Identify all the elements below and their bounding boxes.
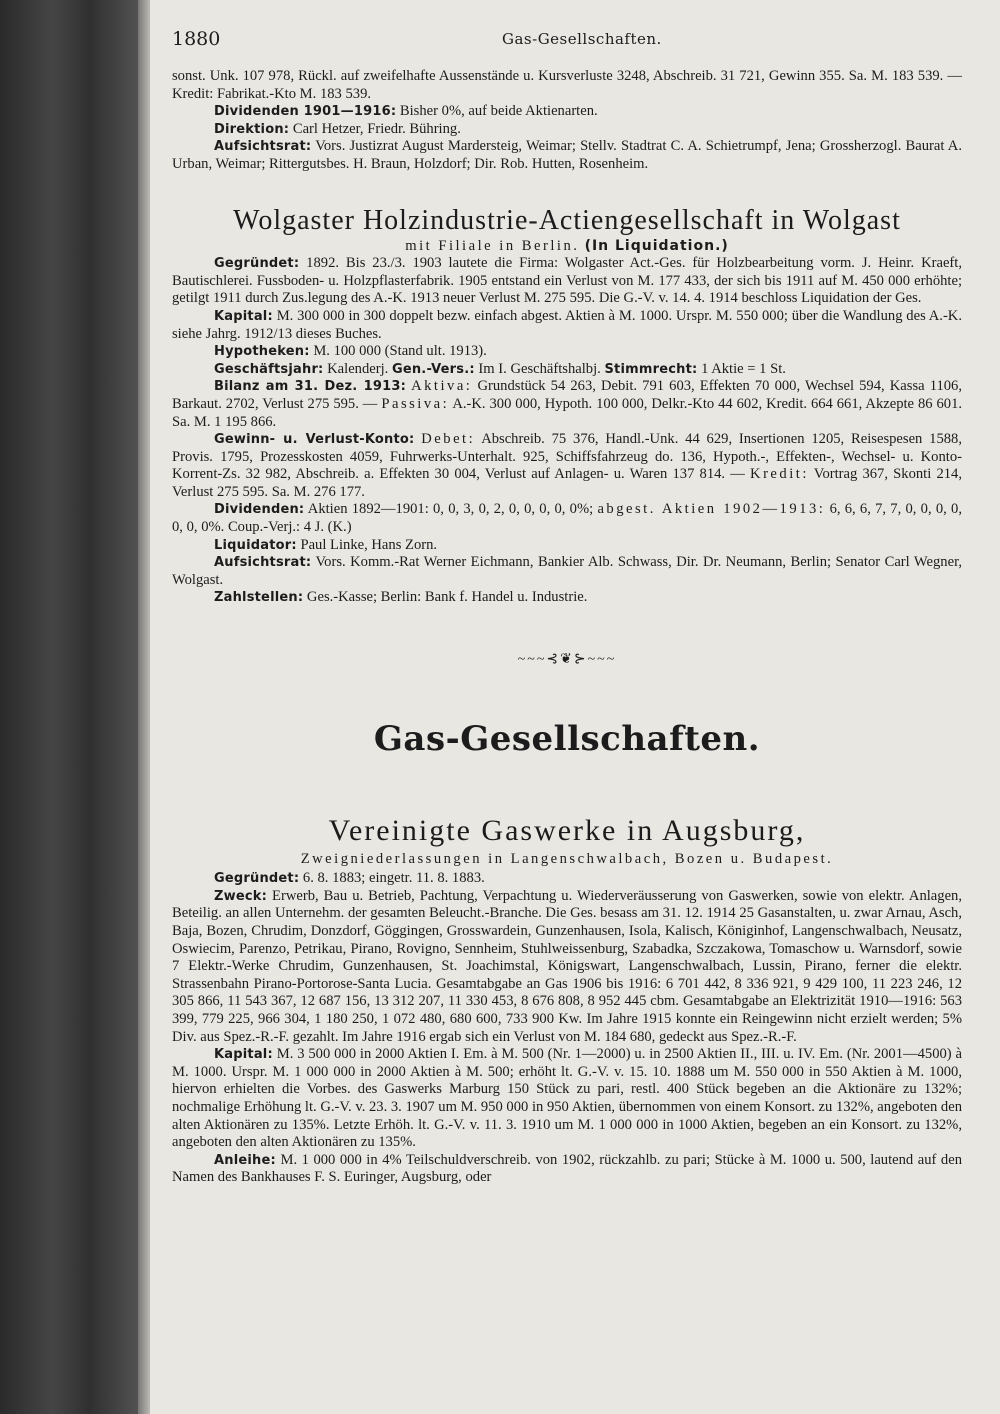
wolgast-zahlstellen-label: Zahlstellen: <box>214 590 304 606</box>
wolgast-gegruendet-label: Gegründet: <box>214 256 300 272</box>
augsburg-kapital-paragraph <box>172 1046 962 1152</box>
augsburg-zweck-text: Erwerb, Bau u. Betrieb, Pachtung, Verpachtung u. Wiederveräusserung von Gaswerken, sowie von elektr. Anlagen, Beteilig. an allen Unternehm. der gesamten Beleucht.-Branche. Die Ges. besass am 31. 12. 1914 25 Gasanstalten, u. zwar Arnau, Asch, Baja, Bozen, Chrudim, Donzdorf, Göggingen, Grosswardein, Gunzenhausen, Isola, Kalisch, Königinhof, Langenschwalbach, Neusatz, Oswiecim, Parenzo, Petrikau, Pirano, Rovigno, Sennheim, Stuhlweissenburg, Szabadka, Szczakowa, Tomaschow u. Warnsdorf, sowie 7 Elektr.-Werke Chrudim, Gunzenhausen, St. Joachimstal, Königswart, Langenschwalbach, Lussin, Pirano, ferner die elektr. Strassenbahn Pirano-Portorose-Santa Lucia. Gesamtabgabe an Gas 1906 bis 1916: 6 701 442, 8 336 921, 9 429 100, 11 223 246, 12 305 866, 11 543 367, 12 687 156, 13 312 207, 11 330 453, 8 676 808, 8 952 445 cbm. Gesamtabgabe an Elektrizität 1910—1916: 563 399, 779 225, 966 304, 1 180 250, 1 072 480, 680 600, 733 900 Kw. Im Jahre 1915 konnte ein Reingewinn nicht erzielt werden; 5% Div. aus Spez.-R.-F. gezahlt. Im Jahre 1916 ergab sich ein Verlust von M. 184 680, gedeckt aus Spez.-R.-F. <box>172 887 962 1045</box>
wolgast-geschaeftsjahr-text: Kalenderj. <box>327 360 389 377</box>
prev-entry-continuation <box>172 68 962 103</box>
augsburg-gegruendet-text: 6. 8. 1883; eingetr. 11. 8. 1883. <box>302 870 485 887</box>
wolgast-liquidator-text: Paul Linke, Hans Zorn. <box>300 536 438 553</box>
augsburg-zweck-label: Zweck: <box>214 888 268 904</box>
passiva-label: Passiva: <box>381 395 450 412</box>
wolgast-gegruendet-text: 1892. Bis 23./3. 1903 lautete die Firma: Wolgaster Act.-Ges. für Holzbearbeitung vorm. J. Heinr. Kraeft, Bautischlerei. Fussboden- u. Holzpflasterfabrik. 1905 entstand ein Verlust von M. 177 433, der sich bis 1911 auf M. 450 000 erhöhte; getilgt 1911 durch Zus.legung des A.-K. 1913 neuer Verlust M. 275 595. Die G.-V. v. 14. 4. 1914 beschloss Liquidation der Ges. <box>172 255 962 307</box>
aktiva-label: Aktiva: <box>411 378 473 395</box>
wolgast-bilanz-aktiva-text: Grundstück 54 263, Debit. 791 603, Effekten 70 000, Wechsel 594, Kassa 1106, Barkaut. 2702, Verlust 275 595. — <box>172 378 962 412</box>
document-page <box>150 0 1000 1414</box>
wolgast-guv-paragraph <box>172 431 962 501</box>
wolgast-stimmrecht-label: Stimmrecht: <box>604 361 698 377</box>
kredit-label: Kredit: <box>750 466 809 483</box>
page-number: 1880 <box>172 28 221 50</box>
wolgast-dividenden-paragraph <box>172 501 962 536</box>
wolgast-geschaeftsjahr-paragraph <box>172 361 962 379</box>
wolgast-bilanz-label: Bilanz am 31. Dez. 1913: <box>214 379 406 395</box>
prev-direktion-label: Direktion: <box>214 121 290 137</box>
wolgast-guv-debet-text: Abschreib. 75 376, Handl.-Unk. 44 629, Insertionen 1205, Reisespesen 1588, Provis. 1795, Prozesskosten 4059, Fuhrwerks-Unterhalt. 925, Schiffsfahrzeug do. 136, Hypoth.-, Effekten-, Wechsel- u. Konto-Korrent-Zs. 32 982, Abschreib. a. Effekten 30 004, Verlust auf Anlagen- u. Waren 137 814. — <box>172 431 962 483</box>
wolgast-kapital-paragraph <box>172 308 962 343</box>
wolgast-liquidator-paragraph <box>172 537 962 555</box>
wolgast-dividenden-label: Dividenden: <box>214 502 305 518</box>
wolgast-guv-kredit-text: Vortrag 367, Skonti 214, Verlust 275 595. Sa. M. 276 177. <box>172 466 962 500</box>
wolgast-geschaeftsjahr-label: Geschäftsjahr: <box>214 361 324 377</box>
augsburg-subtitle: Zweigniederlassungen in Langenschwalbach, Bozen u. Budapest. <box>300 850 834 867</box>
company-title-wolgast: Wolgaster Holzindustrie-Actiengesellschaft in Wolgast <box>233 204 901 236</box>
abgest-aktien-label: abgest. Aktien 1902—1913: <box>597 501 826 518</box>
ornament-divider: ~~~⊰❦⊱~~~ <box>517 652 617 668</box>
prev-direktion-text: Carl Hetzer, Friedr. Bühring. <box>292 120 461 137</box>
augsburg-anleihe-paragraph <box>172 1152 962 1187</box>
augsburg-gegruendet-paragraph <box>172 870 962 888</box>
wolgast-aufsichtsrat-label: Aufsichtsrat: <box>214 555 312 571</box>
wolgast-subtitle: mit Filiale in Berlin. <box>405 237 580 254</box>
company-subline-wolgast <box>172 238 962 256</box>
augsburg-kapital-text: M. 3 500 000 in 2000 Aktien I. Em. à M. 500 (Nr. 1—2000) u. in 2500 Aktien II., III. u. IV. Em. (Nr. 2001—4500) à M. 1000. Urspr. M. 1 000 000 in 2000 Aktien à M. 500; erhöht lt. G.-V. v. 15. 10. 1888 um M. 550 000 in 550 Aktien à M. 1000, hiervon erhielten die Vorbes. des Gaswerks Marburg 150 Stück zu pari, restl. 400 Stück begeben an die Aktionäre zu 132%; nochmalige Erhöhung lt. G.-V. v. 23. 3. 1907 um M. 950 000 in 950 Aktien, übernommen von einem Konsort. zu 132%, angeboten den alten Aktionären zu 135%. Letzte Erhöh. lt. G.-V. v. 11. 3. 1910 um M. 1 000 000 in 1000 Aktien, begeben an ein Konsort. zu 132%, angeboten den alten Aktionären zu 135%. <box>172 1046 962 1151</box>
wolgast-hypotheken-label: Hypotheken: <box>214 344 310 360</box>
prev-aufsichtsrat-paragraph <box>172 138 962 173</box>
liquidation-badge: (In Liquidation.) <box>584 237 729 254</box>
prev-aufsichtsrat-label: Aufsichtsrat: <box>214 139 312 155</box>
prev-direktion-paragraph <box>172 121 962 139</box>
prev-entry-text: sonst. Unk. 107 978, Rückl. auf zweifelhafte Aussenstände u. Kursverluste 3248, Abschreib. 31 721, Gewinn 355. Sa. M. 183 539. — Kredit: Fabrikat.-Kto M. 183 539. <box>172 68 962 102</box>
wolgast-bilanz-passiva-text: A.-K. 300 000, Hypoth. 100 000, Delkr.-Kto 44 602, Kredit. 664 661, Akzepte 86 601. Sa. M. 1 195 866. <box>172 395 963 430</box>
prev-dividenden-text: Bisher 0%, auf beide Aktienarten. <box>399 103 598 120</box>
wolgast-hypotheken-paragraph <box>172 343 962 361</box>
page-edge <box>138 0 150 1414</box>
augsburg-gegruendet-label: Gegründet: <box>214 871 300 887</box>
wolgast-gegruendet-paragraph <box>172 255 962 308</box>
wolgast-kapital-label: Kapital: <box>214 308 273 324</box>
company-title-augsburg: Vereinigte Gaswerke in Augsburg, <box>328 813 806 847</box>
page-header <box>172 28 972 52</box>
wolgast-hypotheken-text: M. 100 000 (Stand ult. 1913). <box>313 343 487 360</box>
augsburg-anleihe-text: M. 1 000 000 in 4% Teilschuldverschreib. von 1902, rückzahlb. zu pari; Stücke à M. 1000 u. 500, lautend auf den Namen des Bankhauses F. S. Euringer, Augsburg, oder <box>172 1151 962 1186</box>
prev-dividenden-paragraph <box>172 103 962 121</box>
wolgast-dividenden-text-1: Aktien 1892—1901: 0, 0, 3, 0, 2, 0, 0, 0, 0, 0%; <box>307 501 594 518</box>
wolgast-zahlstellen-text: Ges.-Kasse; Berlin: Bank f. Handel u. Industrie. <box>306 589 588 606</box>
wolgast-liquidator-label: Liquidator: <box>214 537 297 553</box>
wolgast-bilanz-paragraph <box>172 378 962 431</box>
wolgast-genvers-text: Im I. Geschäftshalbj. <box>478 360 601 377</box>
wolgast-stimmrecht-text: 1 Aktie = 1 St. <box>701 360 786 377</box>
augsburg-kapital-label: Kapital: <box>214 1047 273 1063</box>
augsburg-zweck-paragraph <box>172 888 962 1046</box>
wolgast-guv-label: Gewinn- u. Verlust-Konto: <box>214 432 415 448</box>
wolgast-genvers-label: Gen.-Vers.: <box>391 361 475 377</box>
augsburg-anleihe-label: Anleihe: <box>214 1152 276 1168</box>
prev-aufsichtsrat-text: Vors. Justizrat August Mardersteig, Weimar; Stellv. Stadtrat C. A. Schietrumpf, Jena; Grossherzogl. Baurat A. Urban, Weimar; Rittergutsbes. H. Braun, Holzdorf; Dir. Rob. Hutten, Rosenheim. <box>172 138 962 172</box>
wolgast-aufsichtsrat-paragraph <box>172 554 962 589</box>
debet-label: Debet: <box>421 431 476 448</box>
running-head: Gas-Gesellschaften. <box>502 30 662 48</box>
wolgast-kapital-text: M. 300 000 in 300 doppelt bezw. einfach abgest. Aktien à M. 1000. Urspr. M. 550 000; über die Wandlung des A.-K. siehe Jahrg. 1912/13 dieses Buches. <box>172 307 962 342</box>
wolgast-zahlstellen-paragraph <box>172 589 962 607</box>
prev-dividenden-label: Dividenden 1901—1916: <box>214 104 397 120</box>
wolgast-dividenden-text-2: 6, 6, 6, 7, 7, 0, 0, 0, 0, 0, 0, 0%. Coup.-Verj.: 4 J. (K.) <box>172 501 962 536</box>
book-spine <box>0 0 150 1414</box>
wolgast-aufsichtsrat-text: Vors. Komm.-Rat Werner Eichmann, Bankier Alb. Schwass, Dir. Dr. Neumann, Berlin; Senator Carl Wegner, Wolgast. <box>172 554 962 588</box>
section-heading: Gas-Gesellschaften. <box>373 718 761 759</box>
page-content <box>172 68 962 1187</box>
